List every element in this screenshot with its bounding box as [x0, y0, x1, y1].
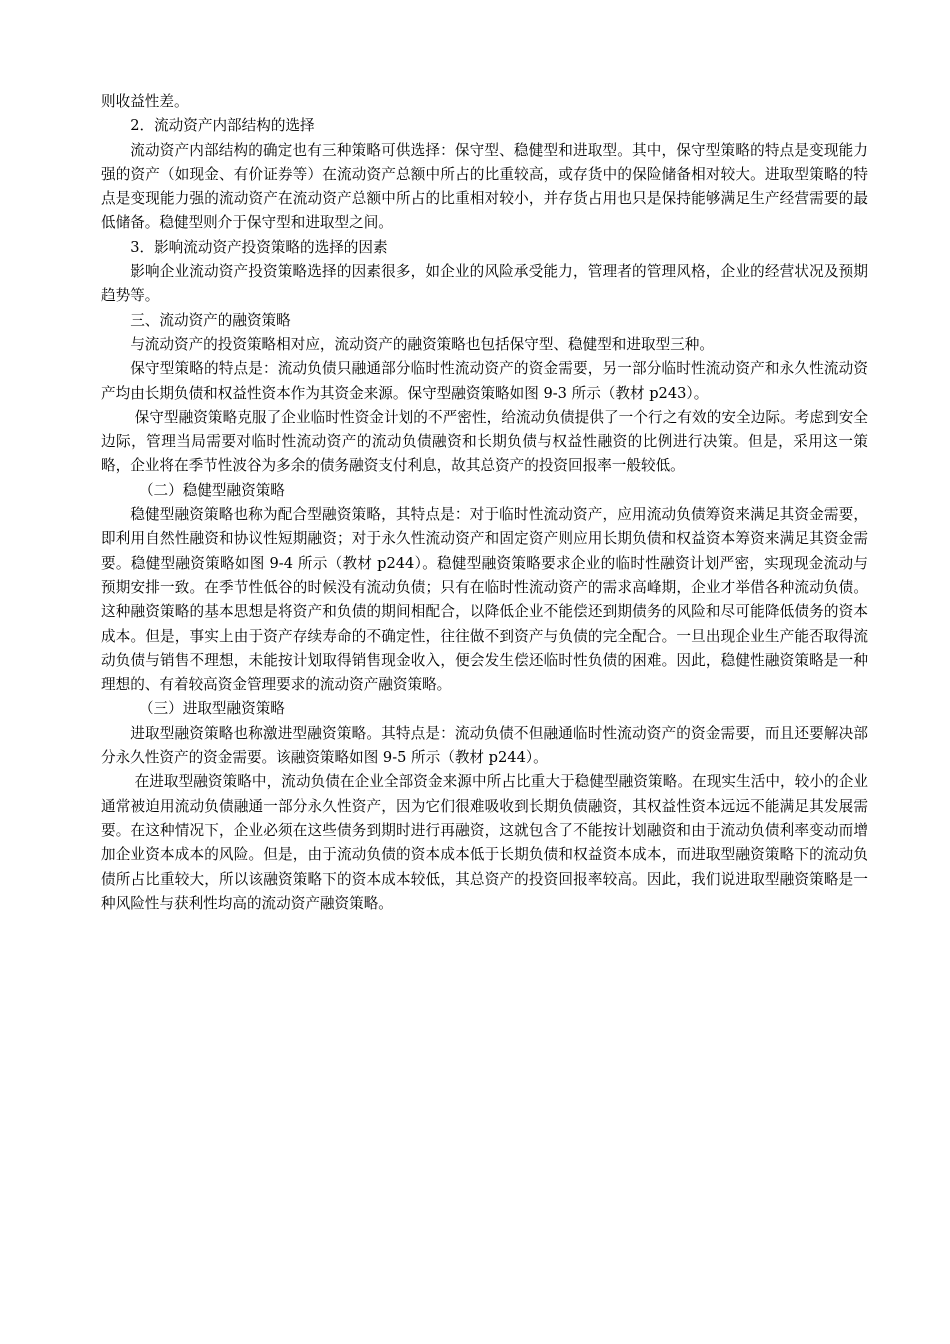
paragraph-moderate-financing: 稳健型融资策略也称为配合型融资策略，其特点是：对于临时性流动资产，应用流动负债筹资来满足其资金需要，即利用自然性融资和协议性短期融资；对于永久性流动资产和固定资产则应用长期负债和权益资本筹资来满足其资金需要。稳健型融资策略如图 9-4 所示（教材 p244）。稳健型融资策略要求企业的临时性融资计划严密，实现现金流动与预期安排一致。在季节性低谷的时候没有流动负债；只有在临时性流动资产的需求高峰期，企业才举借各种流动负债。这种融资策略的基本思想是将资产和负债的期间相配合，以降低企业不能偿还到期债务的风险和尽可能降低债务的资本成本。但是，事实上由于资产存续寿命的不确定性，往往做不到资产与负债的完全配合。一旦出现企业生产能否取得流动负债与销售不理想，未能按计划取得销售现金收入，便会发生偿还临时性负债的困难。因此，稳健性融资策略是一种理想的、有着较高资金管理要求的流动资产融资策略。 [101, 506, 868, 694]
paragraph-structure-strategies: 流动资产内部结构的确定也有三种策略可供选择：保守型、稳健型和进取型。其中，保守型策略的特点是变现能力强的资产（如现金、有价证券等）在流动资产总额中所占的比重较高，或存货中的保险储备相对较大。进取型策略的特点是变现能力强的流动资产在流动资产总额中所占的比重相对较小，并存货占用也只是保持能够满足生产经营需要的最低储备。稳健型则介于保守型和进取型之间。 [101, 141, 868, 232]
subheading-aggressive-financing: （三）进取型融资策略 [138, 700, 285, 718]
heading-investment-factors: 3．影响流动资产投资策略的选择的因素 [130, 238, 388, 256]
heading-current-asset-structure: 2．流动资产内部结构的选择 [130, 117, 315, 135]
paragraph-financing-intro: 与流动资产的投资策略相对应，流动资产的融资策略也包括保守型、稳健型和进取型三种。 [130, 335, 714, 353]
paragraph-investment-factors: 影响企业流动资产投资策略选择的因素很多，如企业的风险承受能力，管理者的管理风格，企业的经营状况及预期趋势等。 [101, 263, 868, 305]
subheading-moderate-financing: （二）稳健型融资策略 [138, 481, 285, 499]
paragraph-conservative-margin: 保守型融资策略克服了企业临时性资金计划的不严密性，给流动负债提供了一个行之有效的安全边际。考虑到安全边际，管理当局需要对临时性流动资产的流动负债融资和长期负债与权益性融资的比例进行决策。但是，采用这一策略，企业将在季节性波谷为多余的债务融资支付利息，故其总资产的投资回报率一般较低。 [101, 408, 868, 475]
paragraph-continuation: 则收益性差。 [101, 93, 189, 110]
heading-financing-strategy: 三、流动资产的融资策略 [130, 311, 291, 329]
document-page [101, 90, 868, 916]
paragraph-aggressive-analysis: 在进取型融资策略中，流动负债在企业全部资金来源中所占比重大于稳健型融资策略。在现实生活中，较小的企业通常被迫用流动负债融通一部分永久性资产，因为它们很难吸收到长期负债融资，其权益性资本远远不能满足其发展需要。在这种情况下，企业必须在这些债务到期时进行再融资，这就包含了不能按计划融资和由于流动负债利率变动而增加企业资本成本的风险。但是，由于流动负债的资本成本低于长期负债和权益资本成本，而进取型融资策略下的流动负债所占比重较大，所以该融资策略下的资本成本较低，其总资产的投资回报率较高。因此，我们说进取型融资策略是一种风险性与获利性均高的流动资产融资策略。 [101, 773, 868, 912]
paragraph-aggressive-features: 进取型融资策略也称激进型融资策略。其特点是：流动负债不但融通临时性流动资产的资金需要，而且还要解决部分永久性资产的资金需要。该融资策略如图 9-5 所示（教材 p244）。 [101, 724, 868, 767]
paragraph-conservative-features: 保守型策略的特点是：流动负债只融通部分临时性流动资产的资金需要，另一部分临时性流动资产和永久性流动资产均由长期负债和权益性资本作为其资金来源。保守型融资策略如图 9-3 所示（教材 p243）。 [101, 360, 868, 402]
